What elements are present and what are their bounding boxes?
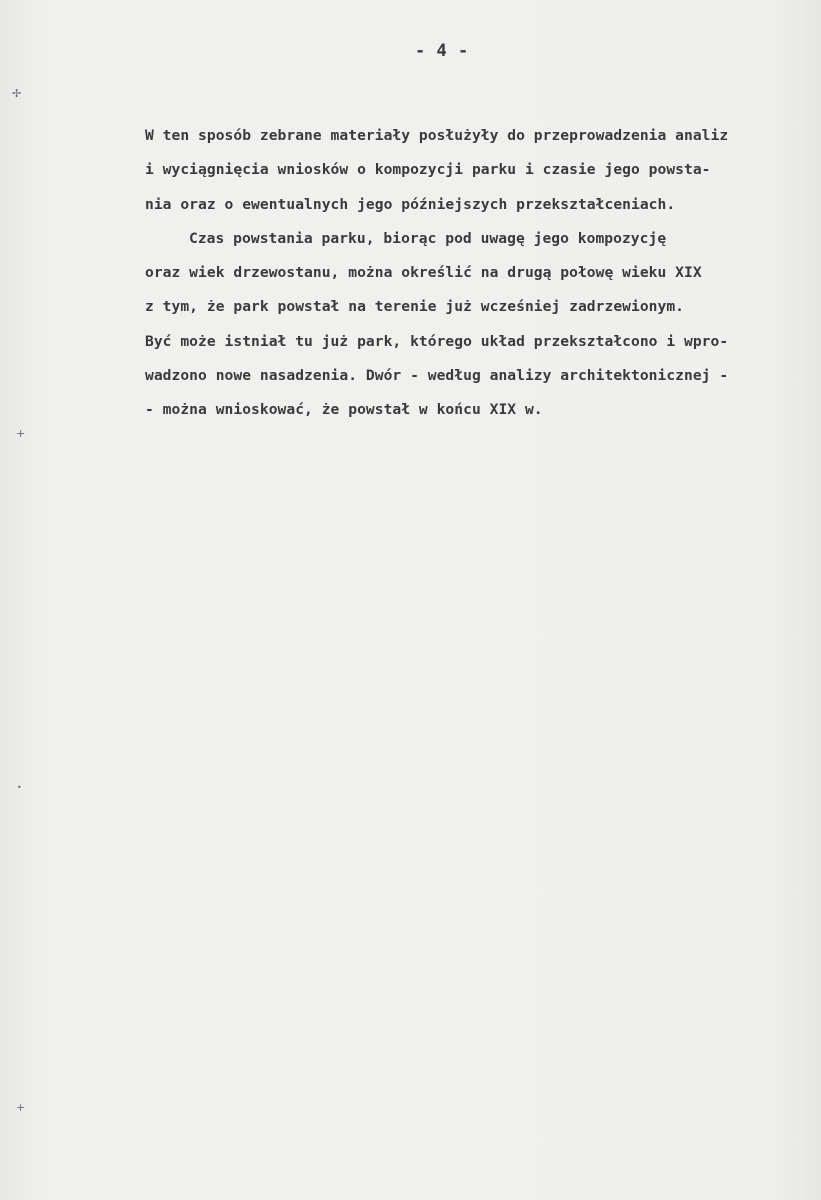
text-line: Być może istniał tu już park, którego układ przekształcono i wpro- xyxy=(145,332,729,350)
text-line: i wyciągnięcia wniosków o kompozycji parku i czasie jego powsta- xyxy=(145,161,711,179)
margin-dot-mark: • xyxy=(17,783,22,792)
text-line: z tym, że park powstał na terenie już wcześniej zadrzewionym. xyxy=(145,298,685,316)
text-line-paragraph-start: Czas powstania parku, biorąc pod uwagę jego kompozycję xyxy=(189,229,667,247)
page-number: - 4 - xyxy=(415,41,469,61)
text-line: wadzono nowe nasadzenia. Dwór - według analizy architektonicznej - xyxy=(145,367,729,385)
margin-plus-mark: + xyxy=(16,1101,26,1114)
body-text xyxy=(145,122,815,431)
margin-star-mark: ✢ xyxy=(12,87,22,100)
text-line: oraz wiek drzewostanu, można określić na drugą połowę wieku XIX xyxy=(145,264,702,282)
text-line: nia oraz o ewentualnych jego późniejszych przekształceniach. xyxy=(145,195,676,213)
text-line: - można wnioskować, że powstał w końcu XIX w. xyxy=(145,401,543,419)
text-line: W ten sposób zebrane materiały posłużyły do przeprowadzenia analiz xyxy=(145,127,729,144)
margin-plus-mark: + xyxy=(16,427,26,440)
